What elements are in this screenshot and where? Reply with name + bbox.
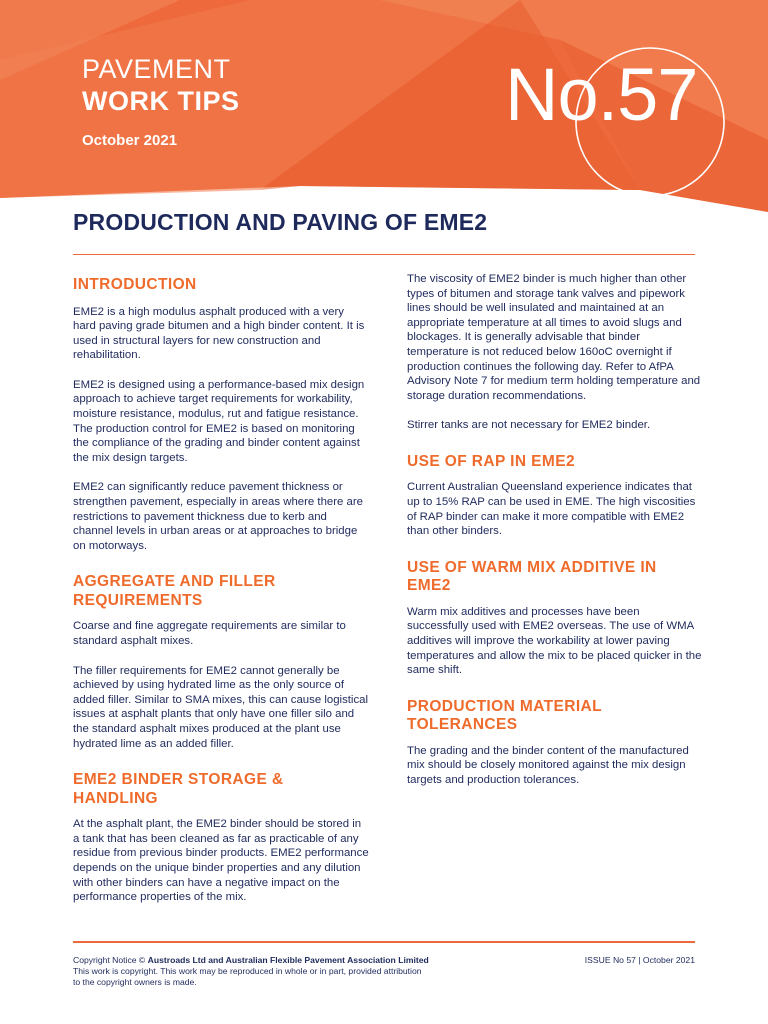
issue-date: October 2021: [82, 132, 178, 149]
section-paragraph: Current Australian Queensland experience indicates that up to 15% RAP can be used in EME. The high viscosities of RAP binder can make it more compatible with EME2 than other binders.: [407, 481, 696, 538]
title-divider: [73, 254, 695, 255]
right-column: [407, 272, 703, 788]
left-column: [73, 272, 369, 905]
page-title: PRODUCTION AND PAVING OF EME2: [73, 209, 488, 235]
series-name-line1: PAVEMENT: [82, 54, 231, 84]
section-paragraph: Stirrer tanks are not necessary for EME2 binder.: [407, 419, 651, 432]
section-paragraph: The filler requirements for EME2 cannot generally be achieved by using hydrated lime as the only source of added filler. Similar to SMA mixes, this can cause logistical issues at asphalt plants that only have one filler silo and the standard asphalt mixes produced at the plant use hydrated lime as an added filler.: [73, 664, 369, 750]
footer-divider: [73, 941, 695, 943]
copyright-notice: [73, 955, 493, 988]
section-heading-tolerances: PRODUCTION MATERIAL TOLERANCES: [407, 697, 602, 734]
section-heading-warm-mix: USE OF WARM MIX ADDITIVE IN EME2: [407, 558, 657, 595]
section-heading-aggregate: AGGREGATE AND FILLER REQUIREMENTS: [73, 573, 276, 609]
copyright-prefix: Copyright Notice ©: [73, 955, 148, 965]
section-paragraph: Coarse and fine aggregate requirements are similar to standard asphalt mixes.: [73, 620, 346, 647]
section-paragraph: EME2 is a high modulus asphalt produced with a very hard paving grade bitumen and a high binder content. It is used in structural layers for new construction and rehabilitation.: [73, 305, 365, 362]
series-name-line2: WORK TIPS: [82, 86, 240, 116]
copyright-line3: to the copyright owners is made.: [73, 977, 197, 987]
section-heading-introduction: INTRODUCTION: [73, 276, 197, 293]
section-heading-rap: USE OF RAP IN EME2: [407, 452, 575, 470]
copyright-owner: Austroads Ltd and Australian Flexible Pavement Association Limited: [147, 955, 429, 965]
copyright-line2: This work is copyright. This work may be reproduced in whole or in part, provided attribution: [73, 966, 422, 976]
section-paragraph: The grading and the binder content of the manufactured mix should be closely monitored against the mix design targets and production tolerances.: [407, 744, 689, 786]
section-heading-binder-storage: EME2 BINDER STORAGE & HANDLING: [73, 771, 284, 807]
section-paragraph: Warm mix additives and processes have been successfully used with EME2 overseas. The use of WMA additives will improve the workability at lower paving temperatures and allow the mix to be placed quicker in the same shift.: [407, 605, 702, 677]
section-paragraph: At the asphalt plant, the EME2 binder should be stored in a tank that has been cleaned as far as practicable of any residue from previous binder products. EME2 performance depends on the unique binder properties and any dilution with other binders can have a negative impact on the performance properties of the mix.: [73, 818, 369, 904]
section-paragraph: The viscosity of EME2 binder is much higher than other types of bitumen and storage tank valves and pipework lines should be well insulated and maintained at an appropriate temperature at all times to avoid slugs and blockages. It is generally advisable that binder temperature is not reduced below 160oC overnight if production continues the following day. Refer to AfPA Advisory Note 7 for medium term holding temperature and storage duration recommendations.: [407, 273, 701, 402]
section-paragraph: EME2 is designed using a performance-based mix design approach to achieve target requirements for workability, moisture resistance, modulus, rut and fatigue resistance. The production control for EME2 is based on monitoring the compliance of the grading and binder content against the mix design targets.: [73, 378, 365, 464]
section-paragraph: EME2 can significantly reduce pavement thickness or strengthen pavement, especially in areas where there are restrictions to pavement thickness due to kerb and channel levels in urban areas or at approaches to bridge on motorways.: [73, 481, 363, 552]
issue-number: No.57: [505, 53, 698, 136]
issue-label: ISSUE No 57 | October 2021: [584, 955, 695, 965]
